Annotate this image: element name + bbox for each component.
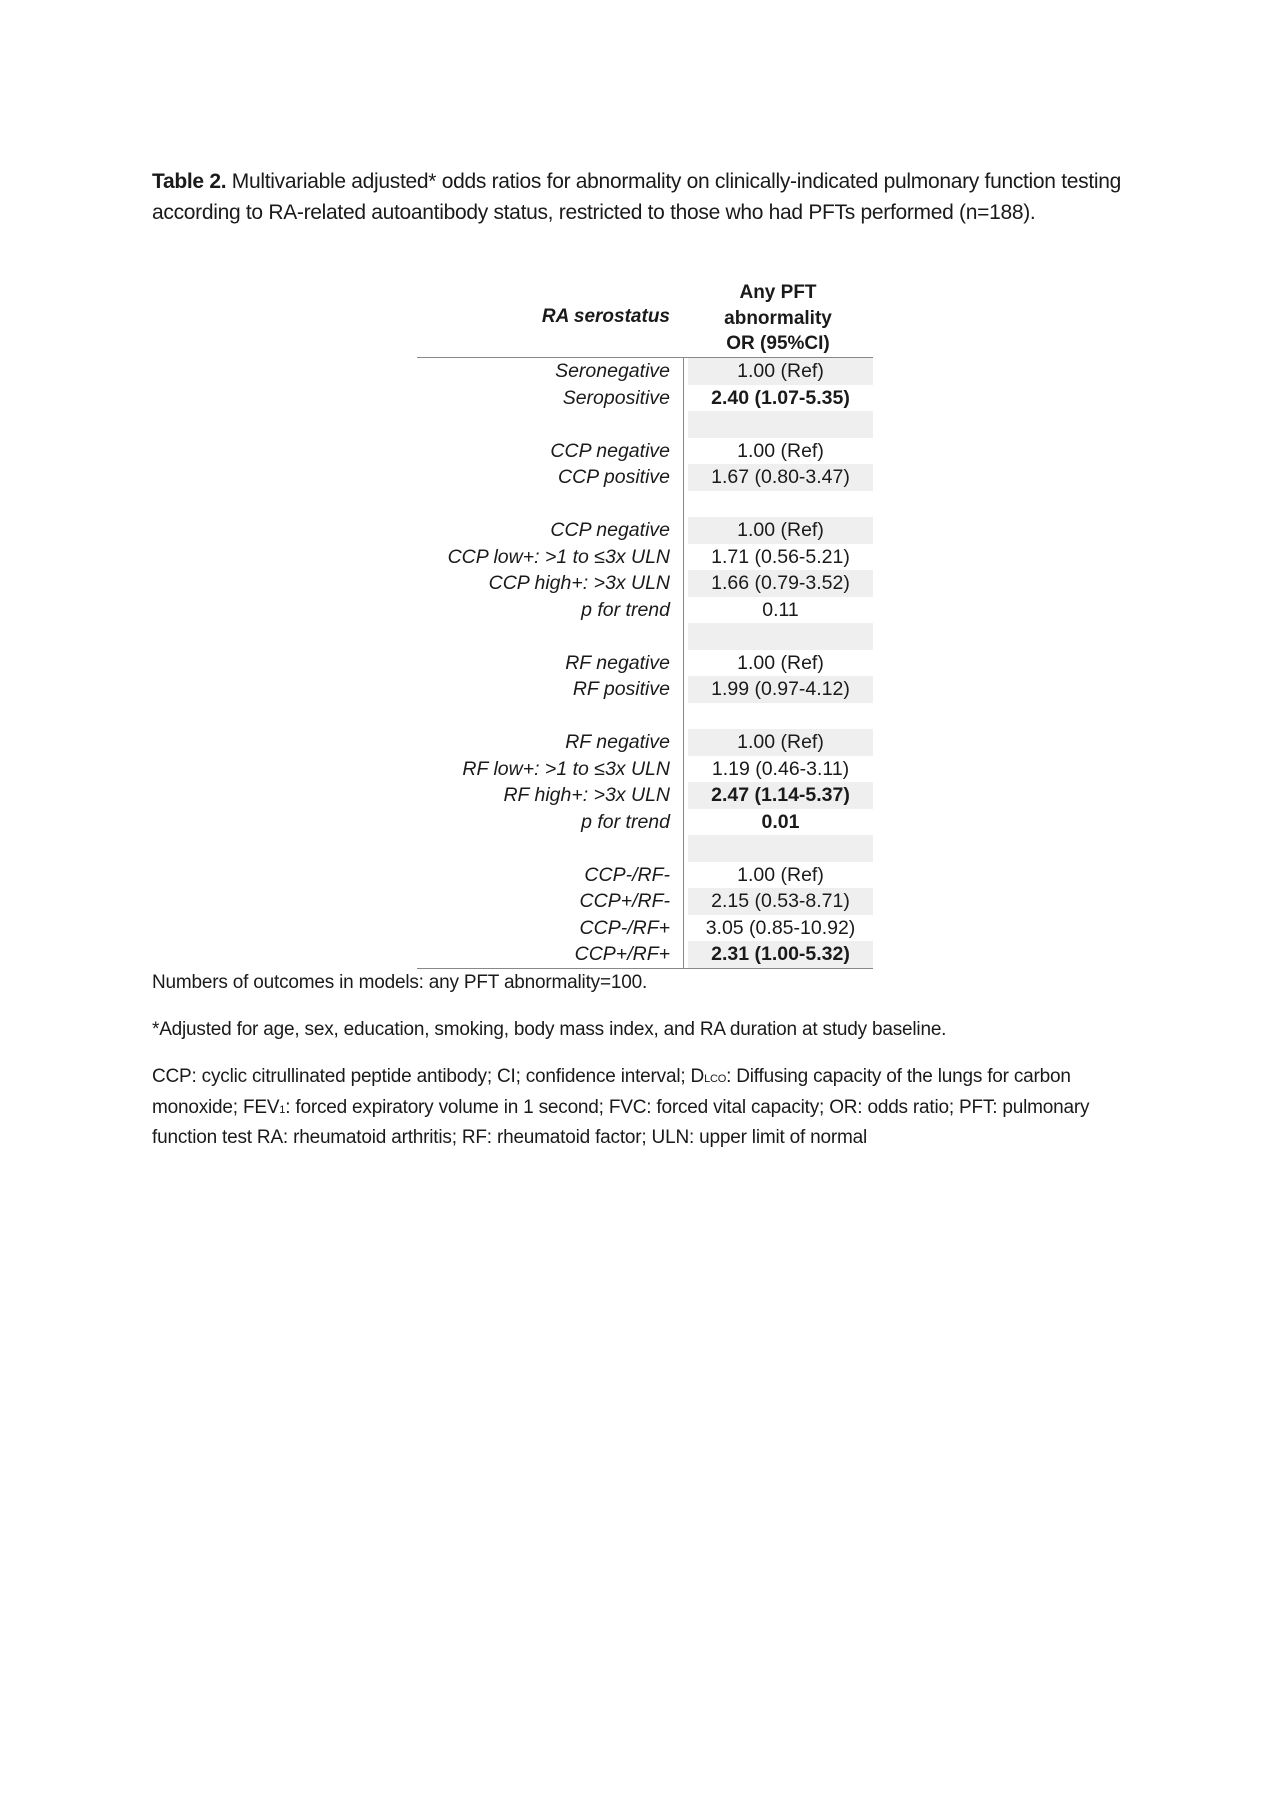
row-label: RF low+: >1 to ≤3x ULN xyxy=(417,756,684,783)
table-row xyxy=(417,915,873,942)
abbreviations-note xyxy=(152,1063,1152,1153)
row-label xyxy=(417,835,684,862)
table-row xyxy=(417,862,873,889)
table-row xyxy=(417,809,873,836)
row-odds-ratio xyxy=(688,835,873,862)
row-odds-ratio: 0.01 xyxy=(761,810,800,833)
row-odds-ratio: 1.00 (Ref) xyxy=(737,439,824,462)
row-odds-ratio: 3.05 (0.85-10.92) xyxy=(705,916,856,939)
row-label: CCP+/RF- xyxy=(417,888,684,915)
row-odds-ratio: 1.00 (Ref) xyxy=(688,729,873,756)
header-or xyxy=(683,280,873,357)
row-odds-ratio: 1.99 (0.97-4.12) xyxy=(688,676,873,703)
row-odds-ratio: 2.40 (1.07-5.35) xyxy=(711,386,850,409)
row-odds-ratio: 0.11 xyxy=(762,598,799,621)
row-label xyxy=(417,623,684,650)
row-odds-ratio: 1.19 (0.46-3.11) xyxy=(711,757,850,780)
row-label xyxy=(417,491,684,518)
row-label: RF high+: >3x ULN xyxy=(417,782,684,809)
table-row xyxy=(417,544,873,571)
table-row xyxy=(417,782,873,809)
row-odds-ratio: 1.66 (0.79-3.52) xyxy=(688,570,873,597)
row-label: CCP negative xyxy=(417,517,684,544)
row-label: Seronegative xyxy=(417,358,684,385)
defs-text: CCP: cyclic citrullinated peptide antibody; CI; confidence interval; D xyxy=(152,1066,705,1087)
row-odds-ratio: 2.31 (1.00-5.32) xyxy=(688,941,873,968)
table-row xyxy=(417,888,873,915)
defs-subscript: 1 xyxy=(279,1103,286,1116)
table-row xyxy=(417,756,873,783)
row-label: RF negative xyxy=(417,729,684,756)
table-row xyxy=(417,835,873,862)
row-label: CCP-/RF+ xyxy=(417,915,684,942)
table-row xyxy=(417,438,873,465)
row-label xyxy=(417,703,684,730)
adjusted-note: *Adjusted for age, sex, education, smoking, body mass index, and RA duration at study baseline. xyxy=(152,1019,947,1040)
table-row xyxy=(417,385,873,412)
row-odds-ratio: 2.47 (1.14-5.37) xyxy=(688,782,873,809)
row-label xyxy=(417,411,684,438)
results-table xyxy=(417,280,873,969)
table-row xyxy=(417,623,873,650)
row-label: RF positive xyxy=(417,676,684,703)
defs-text: : forced expiratory volume in 1 second; FVC: forced vital capacity; OR: odds ratio; PFT: pulmonary function test RA: rheumatoid arthritis; RF: rheumatoid factor; ULN: upper limit of normal xyxy=(152,1096,1090,1148)
row-odds-ratio: 2.15 (0.53-8.71) xyxy=(688,888,873,915)
caption-text: Multivariable adjusted* odds ratios for abnormality on clinically-indicated pulmonary function testing according to RA-related autoantibody status, restricted to those who had PFTs performed (n=188). xyxy=(152,170,1121,224)
row-odds-ratio: 1.00 (Ref) xyxy=(737,651,824,674)
header-ra-serostatus: RA serostatus xyxy=(541,306,670,327)
table-row xyxy=(417,676,873,703)
table-label: Table 2. xyxy=(152,170,227,193)
defs-text: : Diffusing capacity of the lungs for carbon monoxide; FEV xyxy=(152,1066,1071,1118)
row-odds-ratio xyxy=(688,411,873,438)
header-line: abnormality xyxy=(724,307,832,329)
table-row xyxy=(417,570,873,597)
table-row xyxy=(417,941,873,968)
row-odds-ratio xyxy=(688,623,873,650)
row-label: CCP negative xyxy=(417,438,684,465)
row-label: CCP high+: >3x ULN xyxy=(417,570,684,597)
table-row xyxy=(417,650,873,677)
row-odds-ratio: 1.00 (Ref) xyxy=(688,358,873,385)
row-odds-ratio: 1.71 (0.56-5.21) xyxy=(711,545,850,568)
table-row xyxy=(417,597,873,624)
row-odds-ratio: 1.00 (Ref) xyxy=(688,517,873,544)
table-row xyxy=(417,411,873,438)
table-body xyxy=(417,358,873,969)
row-label: p for trend xyxy=(417,809,684,836)
row-label: p for trend xyxy=(417,597,684,624)
row-odds-ratio: 1.00 (Ref) xyxy=(737,863,824,886)
table-row xyxy=(417,729,873,756)
row-label: RF negative xyxy=(417,650,684,677)
table-row xyxy=(417,703,873,730)
row-odds-ratio xyxy=(688,491,873,518)
header-line: Any PFT xyxy=(739,282,817,303)
table-header xyxy=(417,280,873,358)
table-row xyxy=(417,517,873,544)
defs-subscript: LCO xyxy=(704,1073,727,1085)
table-row xyxy=(417,491,873,518)
row-label: CCP low+: >1 to ≤3x ULN xyxy=(417,544,684,571)
outcomes-note: Numbers of outcomes in models: any PFT abnormality=100. xyxy=(152,972,648,993)
table-caption xyxy=(152,166,1142,228)
row-label: Seropositive xyxy=(417,385,684,412)
row-label: CCP+/RF+ xyxy=(417,941,684,968)
row-label: CCP-/RF- xyxy=(417,862,684,889)
row-odds-ratio xyxy=(688,703,873,730)
table-row xyxy=(417,358,873,385)
row-label: CCP positive xyxy=(417,464,684,491)
header-line: OR (95%CI) xyxy=(726,333,830,354)
row-odds-ratio: 1.67 (0.80-3.47) xyxy=(688,464,873,491)
table-row xyxy=(417,464,873,491)
